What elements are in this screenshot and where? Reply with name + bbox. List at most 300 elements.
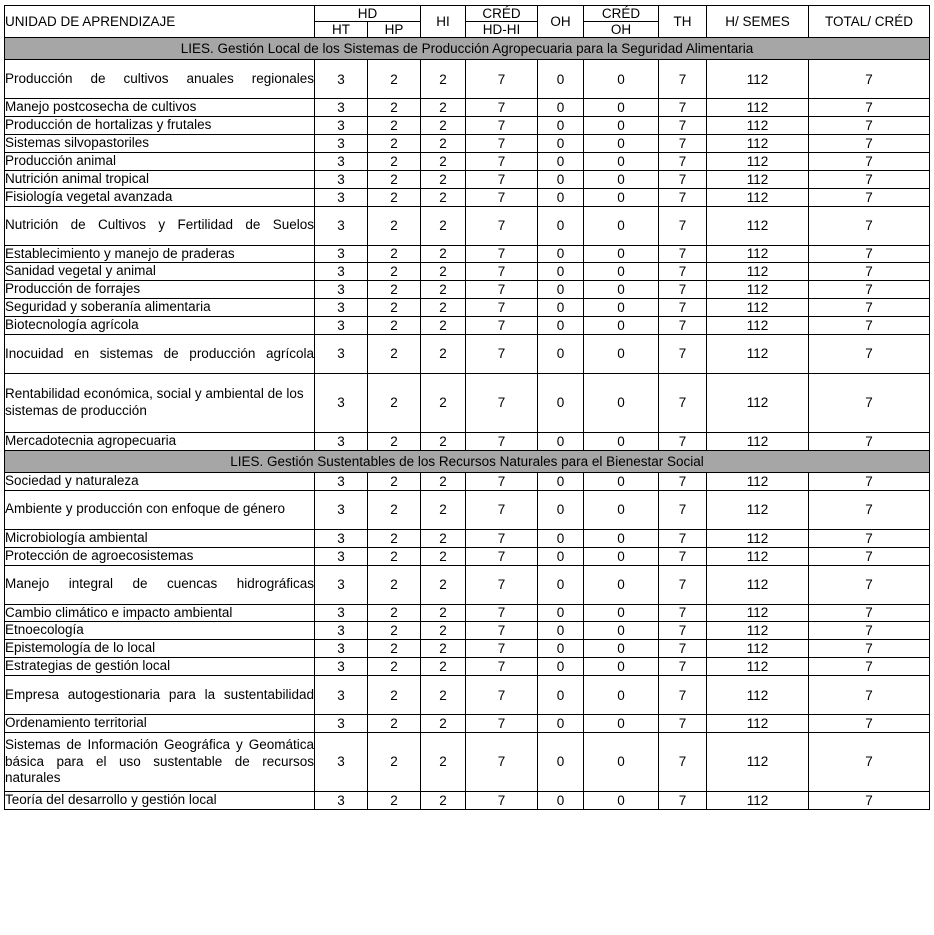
cell-total-cred: 7 xyxy=(809,281,930,299)
cell-total-cred: 7 xyxy=(809,299,930,317)
cell-cred-oh: 0 xyxy=(584,60,659,99)
header-cred-oh-top: CRÉD xyxy=(584,6,659,22)
cell-unidad: Producción de hortalizas y frutales xyxy=(5,117,315,135)
section-title: LIES. Gestión Sustentables de los Recursos Naturales para el Bienestar Social xyxy=(5,450,930,472)
cell-hi: 2 xyxy=(421,529,466,547)
cell-h-semes: 112 xyxy=(707,117,809,135)
cell-cred-oh: 0 xyxy=(584,206,659,245)
table-row xyxy=(5,373,930,432)
cell-cred-oh: 0 xyxy=(584,529,659,547)
cell-oh: 0 xyxy=(538,334,584,373)
cell-hp: 2 xyxy=(368,715,421,733)
table-row xyxy=(5,135,930,153)
header-hp: HP xyxy=(368,22,421,38)
table-row xyxy=(5,317,930,335)
cell-cred-oh: 0 xyxy=(584,490,659,529)
cell-h-semes: 112 xyxy=(707,732,809,791)
table-row xyxy=(5,170,930,188)
cell-oh: 0 xyxy=(538,565,584,604)
cell-total-cred: 7 xyxy=(809,490,930,529)
cell-h-semes: 112 xyxy=(707,299,809,317)
cell-cred-hd-hi: 7 xyxy=(466,206,538,245)
table-row xyxy=(5,658,930,676)
table-row xyxy=(5,299,930,317)
cell-th: 7 xyxy=(659,529,707,547)
cell-hp: 2 xyxy=(368,658,421,676)
cell-cred-hd-hi: 7 xyxy=(466,791,538,809)
table-row xyxy=(5,791,930,809)
cell-h-semes: 112 xyxy=(707,170,809,188)
cell-hp: 2 xyxy=(368,565,421,604)
cell-unidad: Establecimiento y manejo de praderas xyxy=(5,245,315,263)
cell-total-cred: 7 xyxy=(809,135,930,153)
cell-th: 7 xyxy=(659,732,707,791)
cell-hi: 2 xyxy=(421,99,466,117)
cell-cred-oh: 0 xyxy=(584,117,659,135)
cell-hi: 2 xyxy=(421,604,466,622)
cell-oh: 0 xyxy=(538,245,584,263)
header-row-top xyxy=(5,6,930,22)
cell-h-semes: 112 xyxy=(707,188,809,206)
cell-th: 7 xyxy=(659,299,707,317)
cell-h-semes: 112 xyxy=(707,152,809,170)
cell-total-cred: 7 xyxy=(809,170,930,188)
cell-hp: 2 xyxy=(368,334,421,373)
cell-h-semes: 112 xyxy=(707,640,809,658)
cell-oh: 0 xyxy=(538,152,584,170)
cell-cred-oh: 0 xyxy=(584,547,659,565)
cell-unidad: Producción animal xyxy=(5,152,315,170)
cell-total-cred: 7 xyxy=(809,658,930,676)
cell-ht: 3 xyxy=(315,334,368,373)
cell-total-cred: 7 xyxy=(809,715,930,733)
header-cred-hd-hi-top: CRÉD xyxy=(466,6,538,22)
cell-cred-hd-hi: 7 xyxy=(466,432,538,450)
cell-hi: 2 xyxy=(421,565,466,604)
cell-total-cred: 7 xyxy=(809,676,930,715)
cell-h-semes: 112 xyxy=(707,432,809,450)
table-row xyxy=(5,206,930,245)
cell-total-cred: 7 xyxy=(809,188,930,206)
cell-unidad: Producción de cultivos anuales regionales xyxy=(5,60,315,99)
cell-cred-oh: 0 xyxy=(584,263,659,281)
section-title: LIES. Gestión Local de los Sistemas de Producción Agropecuaria para la Seguridad Alimentaria xyxy=(5,38,930,60)
table-row xyxy=(5,472,930,490)
cell-hi: 2 xyxy=(421,658,466,676)
cell-cred-hd-hi: 7 xyxy=(466,658,538,676)
cell-cred-hd-hi: 7 xyxy=(466,490,538,529)
cell-ht: 3 xyxy=(315,135,368,153)
cell-unidad: Ordenamiento territorial xyxy=(5,715,315,733)
cell-cred-oh: 0 xyxy=(584,99,659,117)
cell-th: 7 xyxy=(659,432,707,450)
cell-hp: 2 xyxy=(368,299,421,317)
cell-ht: 3 xyxy=(315,604,368,622)
cell-cred-oh: 0 xyxy=(584,299,659,317)
table-row xyxy=(5,263,930,281)
cell-oh: 0 xyxy=(538,547,584,565)
cell-th: 7 xyxy=(659,715,707,733)
cell-ht: 3 xyxy=(315,658,368,676)
cell-hi: 2 xyxy=(421,152,466,170)
cell-unidad: Manejo integral de cuencas hidrográficas xyxy=(5,565,315,604)
cell-th: 7 xyxy=(659,334,707,373)
cell-th: 7 xyxy=(659,658,707,676)
cell-hp: 2 xyxy=(368,317,421,335)
table-row xyxy=(5,188,930,206)
cell-unidad: Biotecnología agrícola xyxy=(5,317,315,335)
header-ht: HT xyxy=(315,22,368,38)
cell-cred-hd-hi: 7 xyxy=(466,60,538,99)
cell-cred-oh: 0 xyxy=(584,281,659,299)
table-row xyxy=(5,281,930,299)
cell-ht: 3 xyxy=(315,152,368,170)
cell-cred-oh: 0 xyxy=(584,245,659,263)
cell-unidad: Etnoecología xyxy=(5,622,315,640)
cell-cred-hd-hi: 7 xyxy=(466,676,538,715)
cell-ht: 3 xyxy=(315,263,368,281)
cell-total-cred: 7 xyxy=(809,622,930,640)
cell-h-semes: 112 xyxy=(707,622,809,640)
cell-unidad: Ambiente y producción con enfoque de género xyxy=(5,490,315,529)
cell-h-semes: 112 xyxy=(707,281,809,299)
cell-h-semes: 112 xyxy=(707,604,809,622)
cell-hi: 2 xyxy=(421,622,466,640)
cell-total-cred: 7 xyxy=(809,245,930,263)
cell-cred-hd-hi: 7 xyxy=(466,373,538,432)
table-row xyxy=(5,604,930,622)
cell-cred-oh: 0 xyxy=(584,170,659,188)
cell-unidad: Fisiología vegetal avanzada xyxy=(5,188,315,206)
cell-ht: 3 xyxy=(315,206,368,245)
cell-hi: 2 xyxy=(421,791,466,809)
cell-oh: 0 xyxy=(538,622,584,640)
cell-hp: 2 xyxy=(368,152,421,170)
cell-cred-oh: 0 xyxy=(584,676,659,715)
cell-ht: 3 xyxy=(315,60,368,99)
cell-hi: 2 xyxy=(421,472,466,490)
cell-oh: 0 xyxy=(538,604,584,622)
table-body xyxy=(5,38,930,810)
cell-th: 7 xyxy=(659,263,707,281)
cell-h-semes: 112 xyxy=(707,317,809,335)
cell-oh: 0 xyxy=(538,281,584,299)
cell-cred-oh: 0 xyxy=(584,334,659,373)
cell-hp: 2 xyxy=(368,281,421,299)
cell-hi: 2 xyxy=(421,206,466,245)
cell-ht: 3 xyxy=(315,188,368,206)
cell-cred-hd-hi: 7 xyxy=(466,565,538,604)
cell-total-cred: 7 xyxy=(809,373,930,432)
cell-hp: 2 xyxy=(368,432,421,450)
curriculum-table xyxy=(4,5,930,810)
cell-oh: 0 xyxy=(538,99,584,117)
cell-total-cred: 7 xyxy=(809,317,930,335)
cell-total-cred: 7 xyxy=(809,117,930,135)
header-cred-oh-bottom: OH xyxy=(584,22,659,38)
cell-ht: 3 xyxy=(315,529,368,547)
cell-unidad: Manejo postcosecha de cultivos xyxy=(5,99,315,117)
cell-th: 7 xyxy=(659,791,707,809)
cell-oh: 0 xyxy=(538,317,584,335)
cell-unidad: Cambio climático e impacto ambiental xyxy=(5,604,315,622)
cell-unidad: Sociedad y naturaleza xyxy=(5,472,315,490)
table-row xyxy=(5,622,930,640)
cell-th: 7 xyxy=(659,188,707,206)
cell-cred-oh: 0 xyxy=(584,152,659,170)
cell-h-semes: 112 xyxy=(707,791,809,809)
cell-total-cred: 7 xyxy=(809,472,930,490)
cell-cred-oh: 0 xyxy=(584,373,659,432)
cell-oh: 0 xyxy=(538,640,584,658)
cell-hp: 2 xyxy=(368,529,421,547)
cell-hp: 2 xyxy=(368,60,421,99)
cell-oh: 0 xyxy=(538,732,584,791)
cell-ht: 3 xyxy=(315,622,368,640)
cell-oh: 0 xyxy=(538,206,584,245)
cell-oh: 0 xyxy=(538,170,584,188)
cell-h-semes: 112 xyxy=(707,60,809,99)
table-row xyxy=(5,732,930,791)
cell-cred-hd-hi: 7 xyxy=(466,472,538,490)
cell-cred-hd-hi: 7 xyxy=(466,334,538,373)
cell-total-cred: 7 xyxy=(809,732,930,791)
cell-total-cred: 7 xyxy=(809,263,930,281)
cell-cred-oh: 0 xyxy=(584,565,659,604)
cell-ht: 3 xyxy=(315,676,368,715)
cell-h-semes: 112 xyxy=(707,565,809,604)
cell-cred-hd-hi: 7 xyxy=(466,547,538,565)
cell-hp: 2 xyxy=(368,135,421,153)
header-th: TH xyxy=(659,6,707,38)
cell-total-cred: 7 xyxy=(809,640,930,658)
cell-th: 7 xyxy=(659,565,707,604)
cell-hi: 2 xyxy=(421,334,466,373)
cell-hp: 2 xyxy=(368,206,421,245)
cell-oh: 0 xyxy=(538,791,584,809)
cell-hp: 2 xyxy=(368,622,421,640)
cell-total-cred: 7 xyxy=(809,152,930,170)
cell-hi: 2 xyxy=(421,373,466,432)
cell-h-semes: 112 xyxy=(707,135,809,153)
cell-ht: 3 xyxy=(315,281,368,299)
cell-h-semes: 112 xyxy=(707,206,809,245)
table-row xyxy=(5,676,930,715)
table-row xyxy=(5,245,930,263)
cell-h-semes: 112 xyxy=(707,373,809,432)
table-row xyxy=(5,640,930,658)
cell-th: 7 xyxy=(659,135,707,153)
cell-total-cred: 7 xyxy=(809,432,930,450)
cell-ht: 3 xyxy=(315,547,368,565)
cell-hp: 2 xyxy=(368,604,421,622)
section-header-row xyxy=(5,450,930,472)
cell-hi: 2 xyxy=(421,188,466,206)
cell-ht: 3 xyxy=(315,640,368,658)
cell-cred-hd-hi: 7 xyxy=(466,317,538,335)
cell-h-semes: 112 xyxy=(707,245,809,263)
cell-ht: 3 xyxy=(315,317,368,335)
cell-unidad: Protección de agroecosistemas xyxy=(5,547,315,565)
cell-hi: 2 xyxy=(421,547,466,565)
header-h-semes: H/ SEMES xyxy=(707,6,809,38)
cell-unidad: Mercadotecnia agropecuaria xyxy=(5,432,315,450)
cell-th: 7 xyxy=(659,676,707,715)
cell-hi: 2 xyxy=(421,60,466,99)
cell-ht: 3 xyxy=(315,245,368,263)
cell-hi: 2 xyxy=(421,317,466,335)
cell-h-semes: 112 xyxy=(707,547,809,565)
cell-unidad: Sistemas de Información Geográfica y Geomática básica para el uso sustentable de recursos naturales xyxy=(5,732,315,791)
cell-oh: 0 xyxy=(538,135,584,153)
cell-ht: 3 xyxy=(315,791,368,809)
cell-h-semes: 112 xyxy=(707,472,809,490)
table-row xyxy=(5,99,930,117)
table-row xyxy=(5,60,930,99)
cell-unidad: Rentabilidad económica, social y ambiental de los sistemas de producción xyxy=(5,373,315,432)
cell-cred-hd-hi: 7 xyxy=(466,640,538,658)
cell-h-semes: 112 xyxy=(707,99,809,117)
cell-cred-hd-hi: 7 xyxy=(466,529,538,547)
header-hi: HI xyxy=(421,6,466,38)
cell-th: 7 xyxy=(659,622,707,640)
cell-cred-oh: 0 xyxy=(584,791,659,809)
cell-ht: 3 xyxy=(315,472,368,490)
cell-th: 7 xyxy=(659,99,707,117)
cell-oh: 0 xyxy=(538,188,584,206)
cell-hi: 2 xyxy=(421,299,466,317)
cell-th: 7 xyxy=(659,472,707,490)
cell-unidad: Seguridad y soberanía alimentaria xyxy=(5,299,315,317)
table-header xyxy=(5,6,930,38)
cell-hi: 2 xyxy=(421,245,466,263)
cell-cred-hd-hi: 7 xyxy=(466,604,538,622)
cell-cred-hd-hi: 7 xyxy=(466,152,538,170)
cell-th: 7 xyxy=(659,547,707,565)
cell-cred-hd-hi: 7 xyxy=(466,299,538,317)
cell-cred-hd-hi: 7 xyxy=(466,732,538,791)
cell-hi: 2 xyxy=(421,715,466,733)
cell-oh: 0 xyxy=(538,472,584,490)
cell-hp: 2 xyxy=(368,170,421,188)
cell-th: 7 xyxy=(659,281,707,299)
cell-hp: 2 xyxy=(368,676,421,715)
cell-cred-oh: 0 xyxy=(584,317,659,335)
cell-ht: 3 xyxy=(315,715,368,733)
table-row xyxy=(5,715,930,733)
cell-total-cred: 7 xyxy=(809,547,930,565)
cell-cred-oh: 0 xyxy=(584,658,659,676)
cell-cred-oh: 0 xyxy=(584,604,659,622)
cell-oh: 0 xyxy=(538,676,584,715)
cell-th: 7 xyxy=(659,490,707,529)
cell-ht: 3 xyxy=(315,373,368,432)
cell-ht: 3 xyxy=(315,490,368,529)
cell-hi: 2 xyxy=(421,135,466,153)
cell-th: 7 xyxy=(659,373,707,432)
cell-total-cred: 7 xyxy=(809,206,930,245)
cell-total-cred: 7 xyxy=(809,604,930,622)
header-oh: OH xyxy=(538,6,584,38)
cell-th: 7 xyxy=(659,170,707,188)
table-row xyxy=(5,152,930,170)
table-row xyxy=(5,490,930,529)
section-header-row xyxy=(5,38,930,60)
cell-th: 7 xyxy=(659,117,707,135)
cell-cred-hd-hi: 7 xyxy=(466,99,538,117)
cell-ht: 3 xyxy=(315,299,368,317)
cell-h-semes: 112 xyxy=(707,676,809,715)
cell-hp: 2 xyxy=(368,732,421,791)
cell-hp: 2 xyxy=(368,245,421,263)
cell-unidad: Estrategias de gestión local xyxy=(5,658,315,676)
cell-hp: 2 xyxy=(368,263,421,281)
cell-unidad: Empresa autogestionaria para la sustentabilidad xyxy=(5,676,315,715)
cell-total-cred: 7 xyxy=(809,565,930,604)
cell-ht: 3 xyxy=(315,99,368,117)
cell-cred-oh: 0 xyxy=(584,640,659,658)
cell-hi: 2 xyxy=(421,263,466,281)
cell-total-cred: 7 xyxy=(809,60,930,99)
cell-ht: 3 xyxy=(315,432,368,450)
cell-cred-hd-hi: 7 xyxy=(466,245,538,263)
cell-th: 7 xyxy=(659,604,707,622)
cell-cred-hd-hi: 7 xyxy=(466,263,538,281)
cell-h-semes: 112 xyxy=(707,490,809,529)
cell-total-cred: 7 xyxy=(809,99,930,117)
cell-unidad: Teoría del desarrollo y gestión local xyxy=(5,791,315,809)
cell-hp: 2 xyxy=(368,547,421,565)
cell-cred-oh: 0 xyxy=(584,472,659,490)
cell-oh: 0 xyxy=(538,715,584,733)
header-cred-hd-hi-bottom: HD-HI xyxy=(466,22,538,38)
cell-total-cred: 7 xyxy=(809,334,930,373)
cell-th: 7 xyxy=(659,245,707,263)
table-row xyxy=(5,529,930,547)
cell-ht: 3 xyxy=(315,170,368,188)
cell-hi: 2 xyxy=(421,732,466,791)
cell-h-semes: 112 xyxy=(707,263,809,281)
cell-unidad: Nutrición animal tropical xyxy=(5,170,315,188)
cell-cred-oh: 0 xyxy=(584,715,659,733)
cell-total-cred: 7 xyxy=(809,791,930,809)
table-row xyxy=(5,117,930,135)
cell-hp: 2 xyxy=(368,791,421,809)
cell-h-semes: 112 xyxy=(707,334,809,373)
cell-cred-hd-hi: 7 xyxy=(466,170,538,188)
cell-hp: 2 xyxy=(368,373,421,432)
cell-hi: 2 xyxy=(421,170,466,188)
cell-th: 7 xyxy=(659,317,707,335)
cell-hp: 2 xyxy=(368,99,421,117)
cell-cred-hd-hi: 7 xyxy=(466,715,538,733)
cell-unidad: Microbiología ambiental xyxy=(5,529,315,547)
cell-hi: 2 xyxy=(421,432,466,450)
header-hd: HD xyxy=(315,6,421,22)
cell-unidad: Inocuidad en sistemas de producción agrícola xyxy=(5,334,315,373)
cell-cred-oh: 0 xyxy=(584,432,659,450)
cell-th: 7 xyxy=(659,640,707,658)
cell-ht: 3 xyxy=(315,117,368,135)
cell-ht: 3 xyxy=(315,565,368,604)
header-total-cred: TOTAL/ CRÉD xyxy=(809,6,930,38)
header-unidad: UNIDAD DE APRENDIZAJE xyxy=(5,6,315,38)
cell-oh: 0 xyxy=(538,529,584,547)
cell-oh: 0 xyxy=(538,658,584,676)
cell-hp: 2 xyxy=(368,117,421,135)
cell-h-semes: 112 xyxy=(707,529,809,547)
cell-hp: 2 xyxy=(368,472,421,490)
